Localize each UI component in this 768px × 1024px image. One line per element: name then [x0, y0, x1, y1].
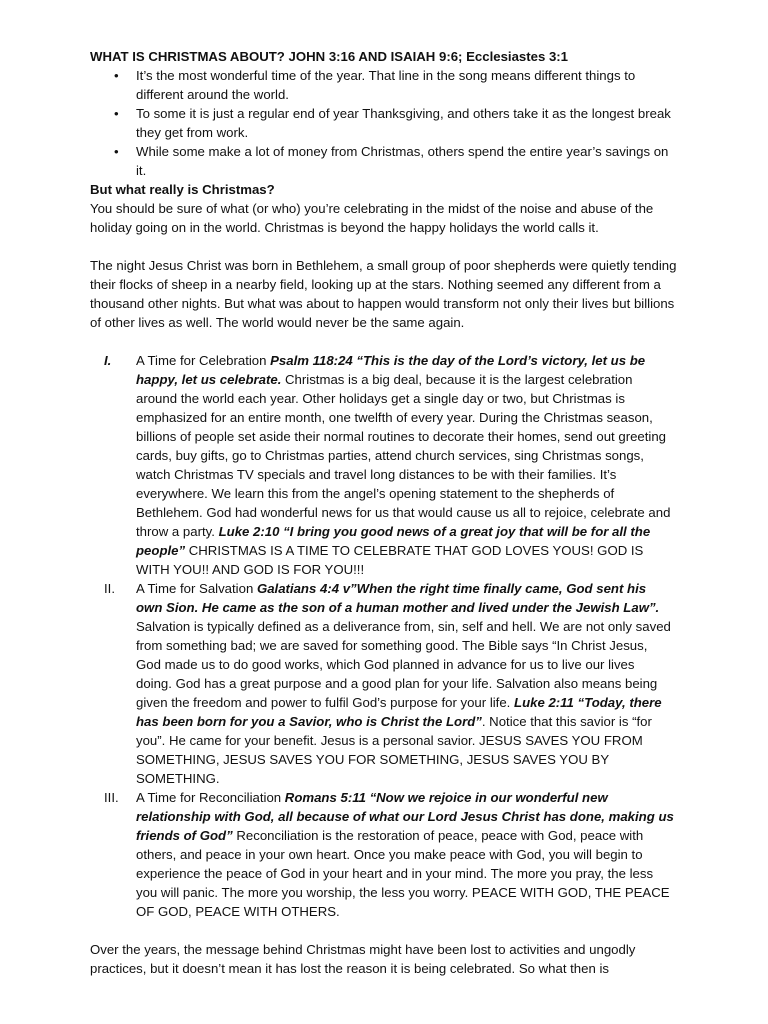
section-heading: A Time for Reconciliation	[136, 790, 285, 805]
section-body: . Notice that this savior is “for you”. He came for your benefit. Jesus is a personal savior. JESUS SAVES YOU FROM SOMETHING, JESUS SAVES YOU FOR SOMETHING, JESUS SAVES YOU BY SOMETHING.	[136, 714, 652, 786]
sections-list	[90, 351, 678, 921]
section-heading: A Time for Salvation	[136, 581, 257, 596]
bullet-text: While some make a lot of money from Christmas, others spend the entire year’s savings on it.	[136, 144, 669, 178]
section-salvation	[90, 579, 678, 788]
section-celebration	[90, 351, 678, 579]
bullet-marker: •	[114, 106, 119, 121]
document-title: WHAT IS CHRISTMAS ABOUT? JOHN 3:16 AND ISAIAH 9:6; Ecclesiastes 3:1	[90, 49, 569, 64]
spacer	[90, 332, 678, 351]
section-body: CHRISTMAS IS A TIME TO CELEBRATE THAT GOD LOVES YOUS! GOD IS WITH YOU!! AND GOD IS FOR YOU!!!	[136, 543, 644, 577]
spacer	[90, 921, 678, 940]
section-verse: Luke 2:10 “I bring you good news of a great joy that will be for all the people”	[136, 524, 651, 558]
section-numeral: II.	[104, 581, 115, 596]
section-numeral: III.	[104, 790, 119, 805]
bullet-marker: •	[114, 68, 119, 83]
bullet-item	[90, 104, 678, 142]
section-heading: A Time for Celebration	[136, 353, 271, 368]
section-body: Reconciliation is the restoration of peace, peace with God, peace with others, and peace in your own heart. Once you make peace with God, you will begin to experience the peace of God in your heart and in your mind. The more you pray, the less you will panic. The more you worship, the less you worry. PEACE WITH GOD, THE PEACE OF GOD, PEACE WITH OTHERS.	[136, 828, 670, 919]
closing-paragraph: Over the years, the message behind Christmas might have been lost to activities and ungodly practices, but it doesn’t mean it has lost the reason it is being celebrated. So what then is	[90, 942, 636, 976]
section-reconciliation	[90, 788, 678, 921]
section-verse: Luke 2:11 “Today, there has been born for you a Savior, who is Christ the Lord”	[136, 695, 662, 729]
intro-paragraph: You should be sure of what (or who) you’re celebrating in the midst of the noise and abuse of the holiday going on in the world. Christmas is beyond the happy holidays the world calls it.	[90, 201, 654, 235]
bullet-item	[90, 66, 678, 104]
section-body: Christmas is a big deal, because it is the largest celebration around the world each year. Other holidays get a single day or two, but Christmas is emphasized for an entire month, one twelfth of every year. During the Christmas season, billions of people set aside their normal routines to decorate their homes, send out greeting cards, buy gifts, go to Christmas parties, attend church services, sing Christmas songs, watch Christmas TV specials and travel long distances to be with their families. It’s everywhere. We learn this from the angel’s opening statement to the shepherds of Bethlehem. God had wonderful news for us that would cause us all to rejoice, celebrate and throw a party.	[136, 372, 671, 539]
section-verse: Galatians 4:4 v”When the right time finally came, God sent his own Sion. He came as the son of a human mother and lived under the Jewish Law”.	[136, 581, 660, 615]
bullet-text: To some it is just a regular end of year Thanksgiving, and others take it as the longest break they get from work.	[136, 106, 671, 140]
section-numeral: I.	[104, 353, 112, 368]
section-body: Salvation is typically defined as a deliverance from, sin, self and hell. We are not only saved from something bad; we are saved for something good. The Bible says “In Christ Jesus, God made us to do good works, which God planned in advance for us to live our lives doing. God has a great purpose and a good plan for your life. Salvation also means being given the freedom and power to fulfil God’s purpose for your life.	[136, 619, 671, 710]
subheading: But what really is Christmas?	[90, 182, 275, 197]
bullet-marker: •	[114, 144, 119, 159]
bullet-item	[90, 142, 678, 180]
bullet-text: It’s the most wonderful time of the year. That line in the song means different things to different around the world.	[136, 68, 636, 102]
story-paragraph: The night Jesus Christ was born in Bethlehem, a small group of poor shepherds were quietly tending their flocks of sheep in a nearby field, looking up at the stars. Nothing seemed any different from a thousand other nights. But what was about to happen would transform not only their lives but billions of other lives as well. The world would never be the same again.	[90, 258, 677, 330]
section-verse: Psalm 118:24 “This is the day of the Lord’s victory, let us be happy, let us celebrate.	[136, 353, 646, 387]
intro-bullet-list	[90, 66, 678, 180]
spacer	[90, 237, 678, 256]
section-verse: Romans 5:11 “Now we rejoice in our wonderful new relationship with God, all because of what our Lord Jesus Christ has done, making us friends of God”	[136, 790, 674, 843]
